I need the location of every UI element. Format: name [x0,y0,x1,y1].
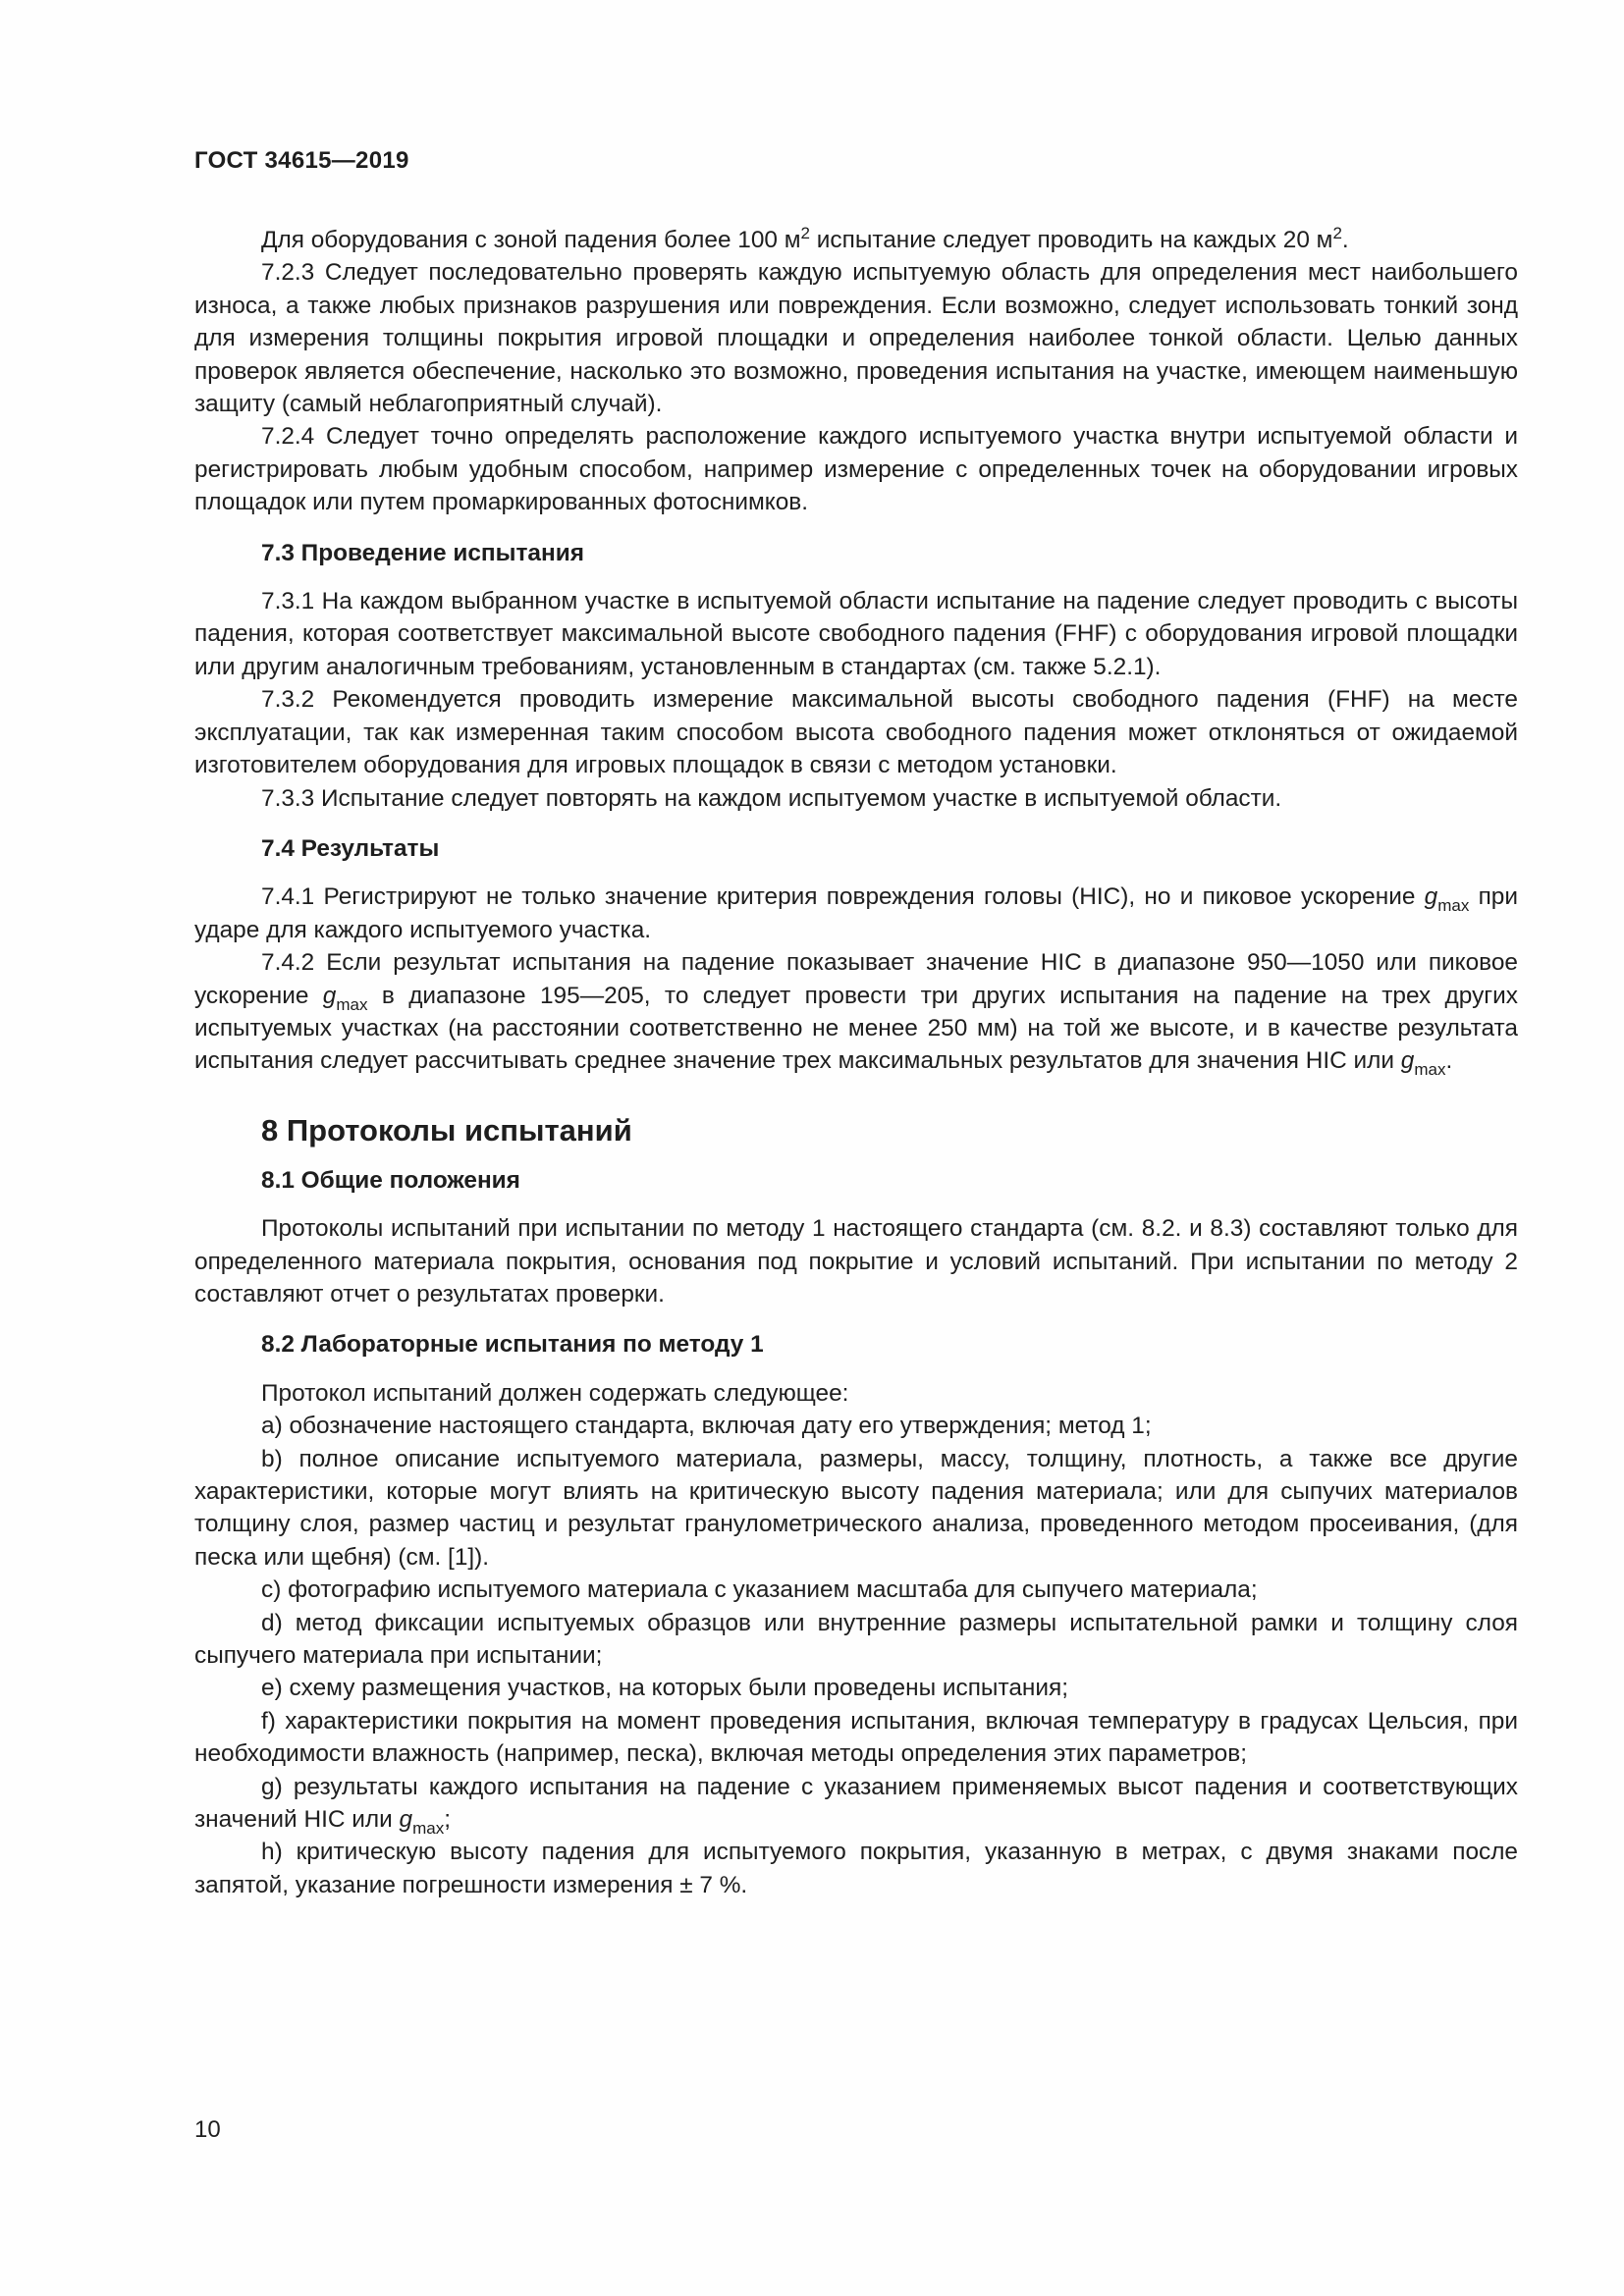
heading-7-4: 7.4 Результаты [261,834,440,862]
paragraph-7-3-2: 7.3.2 Рекомендуется проводить измерение максимальной высоты свободного падения (FHF) на месте эксплуатации, так как измеренная таким способом высота свободного падения может отклоняться от ожидаемой изготовителем оборудования для игровых площадок в связи с методом установки. [194,686,1518,779]
paragraph-7-4-1: 7.4.1 Регистрируют не только значение критерия повреждения головы (HIC), но и пиковое ускорение $g_{max}$ при ударе для каждого испытуемого участка. [194,883,1518,943]
list-item-g: g) результаты каждого испытания на падение с указанием применяемых высот падения и соответствующих значений HIC или $g_{max}$; [194,1773,1518,1839]
list-item-f: f) характеристики покрытия на момент проведения испытания, включая температуру в градусах Цельсия, при необходимости влажность (например, песка), включая методы определения этих параметров; [194,1707,1518,1768]
list-item-b: b) полное описание испытуемого материала, размеры, массу, толщину, плотность, а также все другие характеристики, которые могут влиять на критическую высоту падения материала; или для сыпучих материалов толщину слоя, размер частиц и результат гранулометрического анализа, проведенного методом просеивания, (для песка или щебня) (см. [1]). [194,1445,1518,1571]
paragraph-area-note: Для оборудования с зоной падения более 100 $м^2$ испытание следует проводить на каждых 20 $м^2$. [261,224,1349,253]
list-item-d: d) метод фиксации испытуемых образцов или внутренние размеры испытательной рамки и толщину слоя сыпучего материала при испытании; [194,1609,1518,1670]
list-item-a: a) обозначение настоящего стандарта, включая дату его утверждения; метод 1; [261,1413,1152,1440]
paragraph-7-2-4: 7.2.4 Следует точно определять расположение каждого испытуемого участка внутри испытуемой области и регистрировать любым удобным способом, например измерение с определенных точек на оборудовании игровых площадок или путем промаркированных фотоснимков. [194,423,1518,516]
heading-section-8: 8 Протоколы испытаний [261,1112,632,1148]
list-item-e: e) схему размещения участков, на которых были проведены испытания; [261,1675,1068,1702]
paragraph-7-3-3: 7.3.3 Испытание следует повторять на каждом испытуемом участке в испытуемой области. [261,784,1282,812]
heading-7-3: 7.3 Проведение испытания [261,539,584,566]
paragraph-7-2-3: 7.2.3 Следует последовательно проверять каждую испытуемую область для определения мест наибольшего износа, а также любых признаков разрушения или повреждения. Если возможно, следует использовать тонкий зонд для измерения толщины покрытия игровой площадки и определения наиболее тонкой области. Целью данных проверок является обеспечение, насколько это возможно, проведения испытания на участке, имеющем наименьшую защиту (самый неблагоприятный случай). [194,259,1518,418]
page-number: 10 [194,2116,221,2143]
list-item-h: h) критическую высоту падения для испытуемого покрытия, указанную в метрах, с двумя знаками после запятой, указание погрешности измерения ± 7 %. [194,1839,1518,1898]
paragraph-8-2-intro: Протокол испытаний должен содержать следующее: [261,1379,849,1407]
paragraph-7-4-2: 7.4.2 Если результат испытания на падение показывает значение HIC в диапазоне 950—1050 или пиковое ускорение $g_{max}$ в диапазоне 195—205, то следует провести три других испытания на падение на трех других испытуемых участках (на расстоянии соответственно не менее 250 мм) на той же высоте, и в качестве результата испытания следует рассчитывать среднее значение трех максимальных результатов для значения HIC или $g_{max}$. [194,949,1518,1080]
heading-8-2: 8.2 Лабораторные испытания по методу 1 [261,1331,764,1359]
document-body [194,224,1518,1901]
heading-8-1: 8.1 Общие положения [261,1166,520,1194]
paragraph-7-3-1: 7.3.1 На каждом выбранном участке в испытуемой области испытание на падение следует проводить с высоты падения, которая соответствует максимальной высоте свободного падения (FHF) с оборудования игровой площадки или другим аналогичным требованиям, установленным в стандартах (см. также 5.2.1). [194,588,1518,680]
paragraph-8-1: Протоколы испытаний при испытании по методу 1 настоящего стандарта (см. 8.2. и 8.3) составляют только для определенного материала покрытия, основания под покрытие и условий испытаний. При испытании по методу 2 составляют отчет о результатах проверки. [194,1215,1518,1308]
list-item-c: c) фотографию испытуемого материала с указанием масштаба для сыпучего материала; [261,1576,1258,1604]
document-header: ГОСТ 34615—2019 [194,147,409,174]
